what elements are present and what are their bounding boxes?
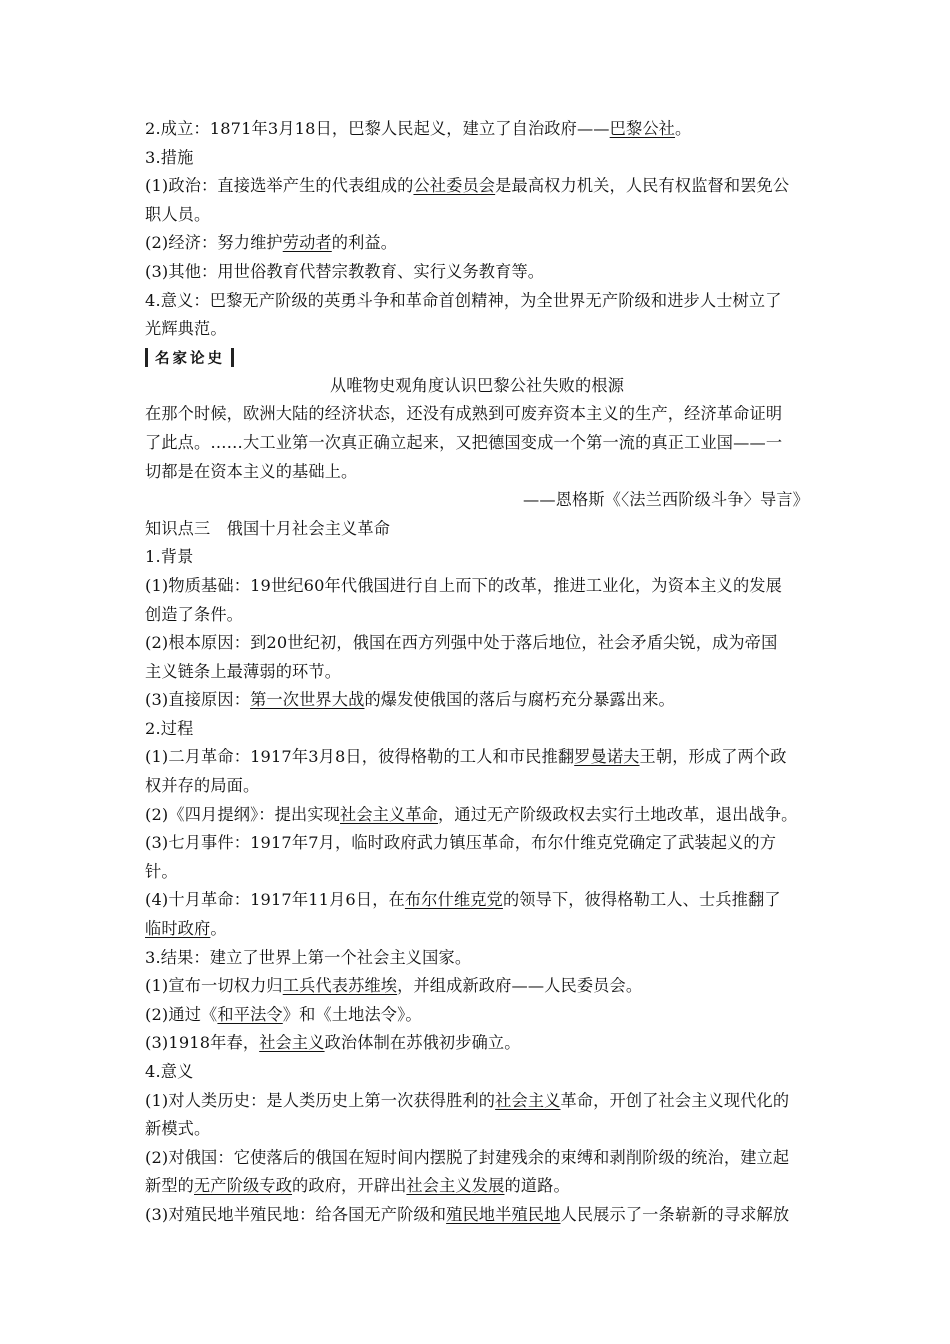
text: (1)二月革命：1917年3月8日，彼得格勒的工人和市民推翻 (145, 747, 575, 767)
text: (3)直接原因： (145, 690, 251, 710)
background-item-cont: 主义链条上最薄弱的环节。 (145, 661, 342, 681)
underlined-answer: 布尔什维克党 (404, 890, 503, 910)
underlined-answer: 罗曼诺夫 (574, 747, 640, 767)
text: 的道路。 (504, 1176, 570, 1196)
text: 新型的 (145, 1176, 195, 1196)
background-item (145, 686, 809, 715)
text: 王朝，形成了两个政 (639, 747, 787, 767)
result-item (145, 972, 809, 1001)
underlined-answer: 社会主义 (495, 1090, 561, 1110)
document-page (145, 115, 809, 1230)
result-item (145, 1029, 809, 1058)
process-item-cont: 权并存的局面。 (145, 776, 260, 796)
underlined-answer: 殖民地半殖民地 (446, 1204, 561, 1224)
process-item-cont (145, 915, 809, 944)
section-label-box (145, 346, 234, 370)
text: 是最高权力机关，人民有权监督和罢免公 (495, 176, 790, 196)
text: 人民展示了一条崭新的寻求解放 (560, 1204, 790, 1224)
underlined-answer: 社会主义发展 (406, 1176, 505, 1196)
underlined-answer: 巴黎公社 (609, 119, 676, 138)
underlined-answer: 公社委员会 (413, 176, 496, 196)
text: (3)1918年春， (145, 1033, 260, 1053)
process-item (145, 886, 809, 915)
text: (1)政治：直接选举产生的代表组成的 (145, 176, 414, 196)
underlined-answer: 社会主义革命 (340, 804, 439, 824)
background-item: (1)物质基础：19世纪60年代俄国进行自上而下的改革，推进工业化，为资本主义的发展 (145, 575, 782, 595)
text: (2)《四月提纲》：提出实现 (145, 804, 340, 824)
significance-item-cont: 新模式。 (145, 1119, 211, 1139)
text: 。 (210, 919, 227, 939)
background-item: (2)根本原因：到20世纪初，俄国在西方列强中处于落后地位，社会矛盾尖锐，成为帝国 (145, 633, 778, 653)
significance-item (145, 1087, 809, 1116)
commune-significance: 4.意义：巴黎无产阶级的英勇斗争和革命首创精神，为全世界无产阶级和进步人士树立了 (145, 290, 782, 310)
text: 的爆发使俄国的落后与腐朽充分暴露出来。 (364, 690, 675, 710)
text: ，通过无产阶级政权去实行土地改革，退出战争。 (438, 804, 798, 824)
quote-source: ——恩格斯《〈法兰西阶级斗争〉导言》 (523, 490, 809, 510)
measure-politics-cont: 职人员。 (145, 204, 211, 224)
quote-line: 切都是在资本主义的基础上。 (145, 461, 358, 481)
text: 2.成立：1871年3月18日，巴黎人民起义，建立了自治政府—— (145, 119, 610, 138)
process-item: (3)七月事件：1917年7月，临时政府武力镇压革命，布尔什维克党确定了武装起义的方 (145, 833, 777, 853)
text: 》和《土地法令》。 (282, 1004, 422, 1024)
underlined-answer: 无产阶级专政 (194, 1176, 293, 1196)
text: 革命，开创了社会主义现代化的 (560, 1090, 790, 1110)
text: (2)通过《 (145, 1004, 218, 1024)
process-item-cont: 针。 (145, 861, 178, 881)
underlined-answer: 劳动者 (282, 233, 332, 253)
significance-item-cont (145, 1172, 809, 1201)
result-item (145, 1001, 809, 1030)
text: (1)宣布一切权力归 (145, 976, 283, 996)
commune-founding (145, 115, 809, 144)
background-heading: 1.背景 (145, 547, 194, 567)
text: (2)经济：努力维护 (145, 233, 283, 253)
underlined-answer: 临时政府 (145, 919, 211, 939)
text: 的利益。 (331, 233, 398, 253)
underlined-answer: 第一次世界大战 (250, 690, 365, 710)
text: (3)对殖民地半殖民地：给各国无产阶级和 (145, 1204, 447, 1224)
text: 的领导下，彼得格勒工人、士兵推翻了 (502, 890, 781, 910)
background-item-cont: 创造了条件。 (145, 604, 244, 624)
text: ，并组成新政府——人民委员会。 (397, 976, 643, 996)
measures-heading: 3.措施 (145, 147, 194, 167)
measure-economy (145, 229, 809, 258)
process-heading: 2.过程 (145, 718, 194, 738)
underlined-answer: 社会主义 (259, 1033, 325, 1053)
significance-item: (2)对俄国：它使落后的俄国在短时间内摆脱了封建残余的束缚和剥削阶级的统治，建立起 (145, 1147, 790, 1167)
text: 政治体制在苏俄初步确立。 (324, 1033, 521, 1053)
text: (4)十月革命：1917年11月6日，在 (145, 890, 405, 910)
quote-line: 在那个时候，欧洲大陆的经济状态，还没有成熟到可废弃资本主义的生产，经济革命证明 (145, 404, 783, 424)
process-item (145, 801, 809, 830)
measure-other: (3)其他：用世俗教育代替宗教教育、实行义务教育等。 (145, 261, 545, 281)
result-heading: 3.结果：建立了世界上第一个社会主义国家。 (145, 947, 472, 967)
underlined-answer: 工兵代表苏维埃 (282, 976, 398, 996)
section-heading: 知识点三 俄国十月社会主义革命 (145, 518, 391, 538)
significance-heading: 4.意义 (145, 1062, 194, 1081)
commune-significance-cont: 光辉典范。 (145, 319, 227, 339)
measure-politics (145, 172, 809, 201)
text: 的政府，开辟出 (292, 1176, 407, 1196)
underlined-answer: 和平法令 (217, 1004, 283, 1024)
significance-item (145, 1201, 809, 1230)
quote-line: 了此点。……大工业第一次真正确立起来，又把德国变成一个第一流的真正工业国——一 (145, 432, 783, 452)
process-item (145, 743, 809, 772)
text: (1)对人类历史：是人类历史上第一次获得胜利的 (145, 1090, 496, 1110)
label-bar-right (231, 348, 234, 367)
section-label: 名家论史 (155, 351, 225, 368)
text: 。 (675, 119, 692, 138)
quote-title: 从唯物史观角度认识巴黎公社失败的根源 (329, 375, 625, 395)
